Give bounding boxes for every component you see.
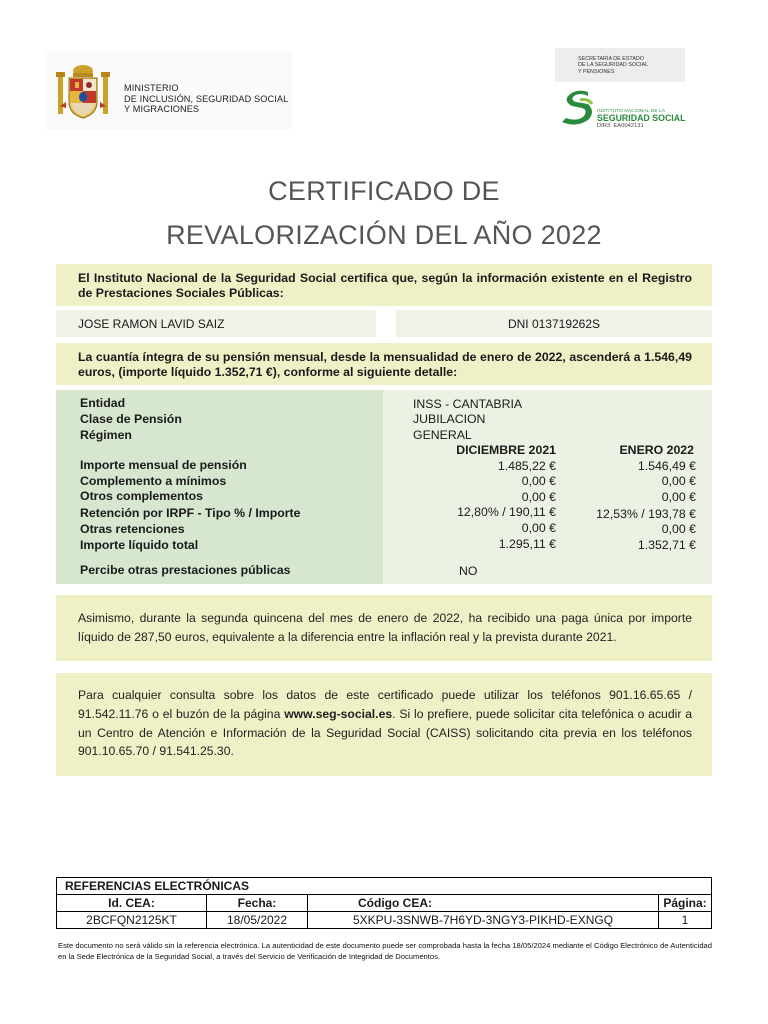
intro-text: El Instituto Nacional de la Seguridad Social certifica que, según la información existente en el Registro de Prestaciones Sociales Públicas: bbox=[78, 271, 692, 300]
otras-prestaciones-value: NO bbox=[459, 564, 478, 578]
secretaria-line-3: Y PENSIONES bbox=[578, 68, 615, 75]
pagina-value: 1 bbox=[659, 912, 712, 929]
consulta-text-part-2: . Si lo prefiere, puede solicitar cita telefónica o acudir a un Centro de Atención e Información de la Seguridad Social (CAISS) solicitando cita previa en los teléfonos 901.10.65.70 / 91.541.25.30. bbox=[78, 706, 692, 759]
otras-prestaciones-label: Percibe otras prestaciones públicas bbox=[80, 563, 291, 577]
footer-disclaimer: Este documento no será válido sin la referencia electrónica. La autenticidad de este documento puede ser comprobada hasta la fecha 18/05/2024 mediante el Código Electrónico de Autenticidad en la Sede Electrónica de la Seguridad Social, a través del Servicio de Verificación de Integridad de Documentos. bbox=[58, 941, 712, 961]
document-title-line-1: CERTIFICADO DE bbox=[268, 176, 500, 206]
regimen-label: Régimen bbox=[80, 428, 132, 442]
col-header-diciembre: DICIEMBRE 2021 bbox=[456, 443, 556, 457]
ministry-line-3: Y MIGRACIONES bbox=[124, 104, 200, 115]
paga-unica-text: Asimismo, durante la segunda quincena del mes de enero de 2022, ha recibido una paga única por importe líquido de 287,50 euros, equivalente a la diferencia entre la inflación real y la prevista durante 2021. bbox=[78, 611, 692, 644]
references-value-row bbox=[57, 912, 712, 929]
secretaria-line-1: SECRETARÍA DE ESTADO bbox=[578, 56, 644, 62]
spain-coat-of-arms-icon bbox=[54, 62, 112, 124]
person-name: JOSE RAMON LAVID SAIZ bbox=[78, 317, 225, 331]
ministry-line-2: DE INCLUSIÓN, SEGURIDAD SOCIAL bbox=[124, 93, 289, 104]
col-header-enero: ENERO 2022 bbox=[619, 443, 694, 457]
name-box bbox=[56, 310, 376, 337]
row-value-diciembre: 0,00 € bbox=[521, 490, 556, 504]
row-label: Importe líquido total bbox=[80, 538, 199, 552]
references-heading-row bbox=[57, 878, 712, 895]
row-value-diciembre: 0,00 € bbox=[521, 474, 556, 488]
inss-big-label: SEGURIDAD SOCIAL bbox=[597, 113, 686, 123]
row-value-enero: 12,53% / 193,78 € bbox=[596, 507, 696, 521]
row-label: Importe mensual de pensión bbox=[80, 458, 247, 472]
row-value-diciembre: 1.295,11 € bbox=[498, 537, 556, 551]
dni-box bbox=[396, 310, 712, 337]
references-label-row bbox=[57, 895, 712, 912]
paga-unica-panel bbox=[56, 595, 712, 661]
person-dni: DNI 013719262S bbox=[507, 317, 601, 331]
row-label: Complemento a mínimos bbox=[80, 474, 227, 488]
ministry-name bbox=[124, 83, 288, 115]
row-value-enero: 1.546,49 € bbox=[637, 459, 696, 473]
entidad-value: INSS - CANTABRIA bbox=[413, 397, 523, 411]
entidad-label: Entidad bbox=[80, 396, 126, 410]
row-value-enero: 1.352,71 € bbox=[637, 538, 696, 552]
fecha-value: 18/05/2022 bbox=[207, 912, 308, 929]
consulta-panel bbox=[56, 673, 712, 776]
pagina-label: Página: bbox=[659, 895, 712, 912]
summary-text: La cuantía íntegra de su pensión mensual, desde la mensualidad de enero de 2022, ascenderá a 1.546,49 euros, (importe líquido 1.352,71 €), conforme al siguiente detalle: bbox=[78, 350, 692, 379]
id-cea-label: Id. CEA: bbox=[57, 895, 207, 912]
codigo-cea-value: 5XKPU-3SNWB-7H6YD-3NGY3-PIKHD-EXNGQ bbox=[308, 912, 659, 929]
seguridad-social-logo-icon bbox=[558, 86, 598, 126]
clase-label: Clase de Pensión bbox=[80, 412, 182, 426]
document-title-line-2: REVALORIZACIÓN DEL AÑO 2022 bbox=[166, 220, 602, 250]
ministry-line-1: MINISTERIO bbox=[124, 83, 179, 93]
row-value-enero: 0,00 € bbox=[661, 490, 696, 504]
row-label: Retención por IRPF - Tipo % / Importe bbox=[80, 506, 301, 520]
secretaria-line-2: DE LA SEGURIDAD SOCIAL bbox=[578, 62, 649, 69]
row-value-diciembre: 1.485,22 € bbox=[497, 459, 556, 473]
regimen-value: GENERAL bbox=[413, 428, 472, 442]
row-label: Otras retenciones bbox=[80, 522, 185, 536]
seg-social-link[interactable]: www.seg-social.es bbox=[284, 706, 393, 721]
clase-value: JUBILACION bbox=[413, 412, 486, 426]
secretaria-text bbox=[578, 56, 648, 75]
intro-panel bbox=[56, 264, 712, 306]
fecha-label: Fecha: bbox=[207, 895, 308, 912]
consulta-text-part-1: Para cualquier consulta sobre los datos de este certificado puede utilizar los teléfonos 901.16.65.65 / 91.542.11.76 o el buzón de la página bbox=[78, 688, 692, 721]
dir3-code: DIR3: EA0042131 bbox=[597, 123, 644, 129]
row-value-enero: 0,00 € bbox=[661, 522, 696, 536]
references-heading: REFERENCIAS ELECTRÓNICAS bbox=[57, 878, 712, 895]
summary-panel bbox=[56, 343, 712, 385]
consulta-text bbox=[56, 673, 712, 761]
id-cea-value: 2BCFQN2125KT bbox=[57, 912, 207, 929]
row-label: Otros complementos bbox=[80, 489, 203, 503]
row-value-diciembre: 0,00 € bbox=[521, 521, 556, 535]
row-value-enero: 0,00 € bbox=[661, 474, 696, 488]
codigo-cea-label: Código CEA: bbox=[308, 895, 659, 912]
row-value-diciembre: 12,80% / 190,11 € bbox=[457, 505, 556, 519]
inss-small-label: INSTITUTO NACIONAL DE LA bbox=[597, 108, 666, 113]
references-table bbox=[56, 877, 712, 929]
